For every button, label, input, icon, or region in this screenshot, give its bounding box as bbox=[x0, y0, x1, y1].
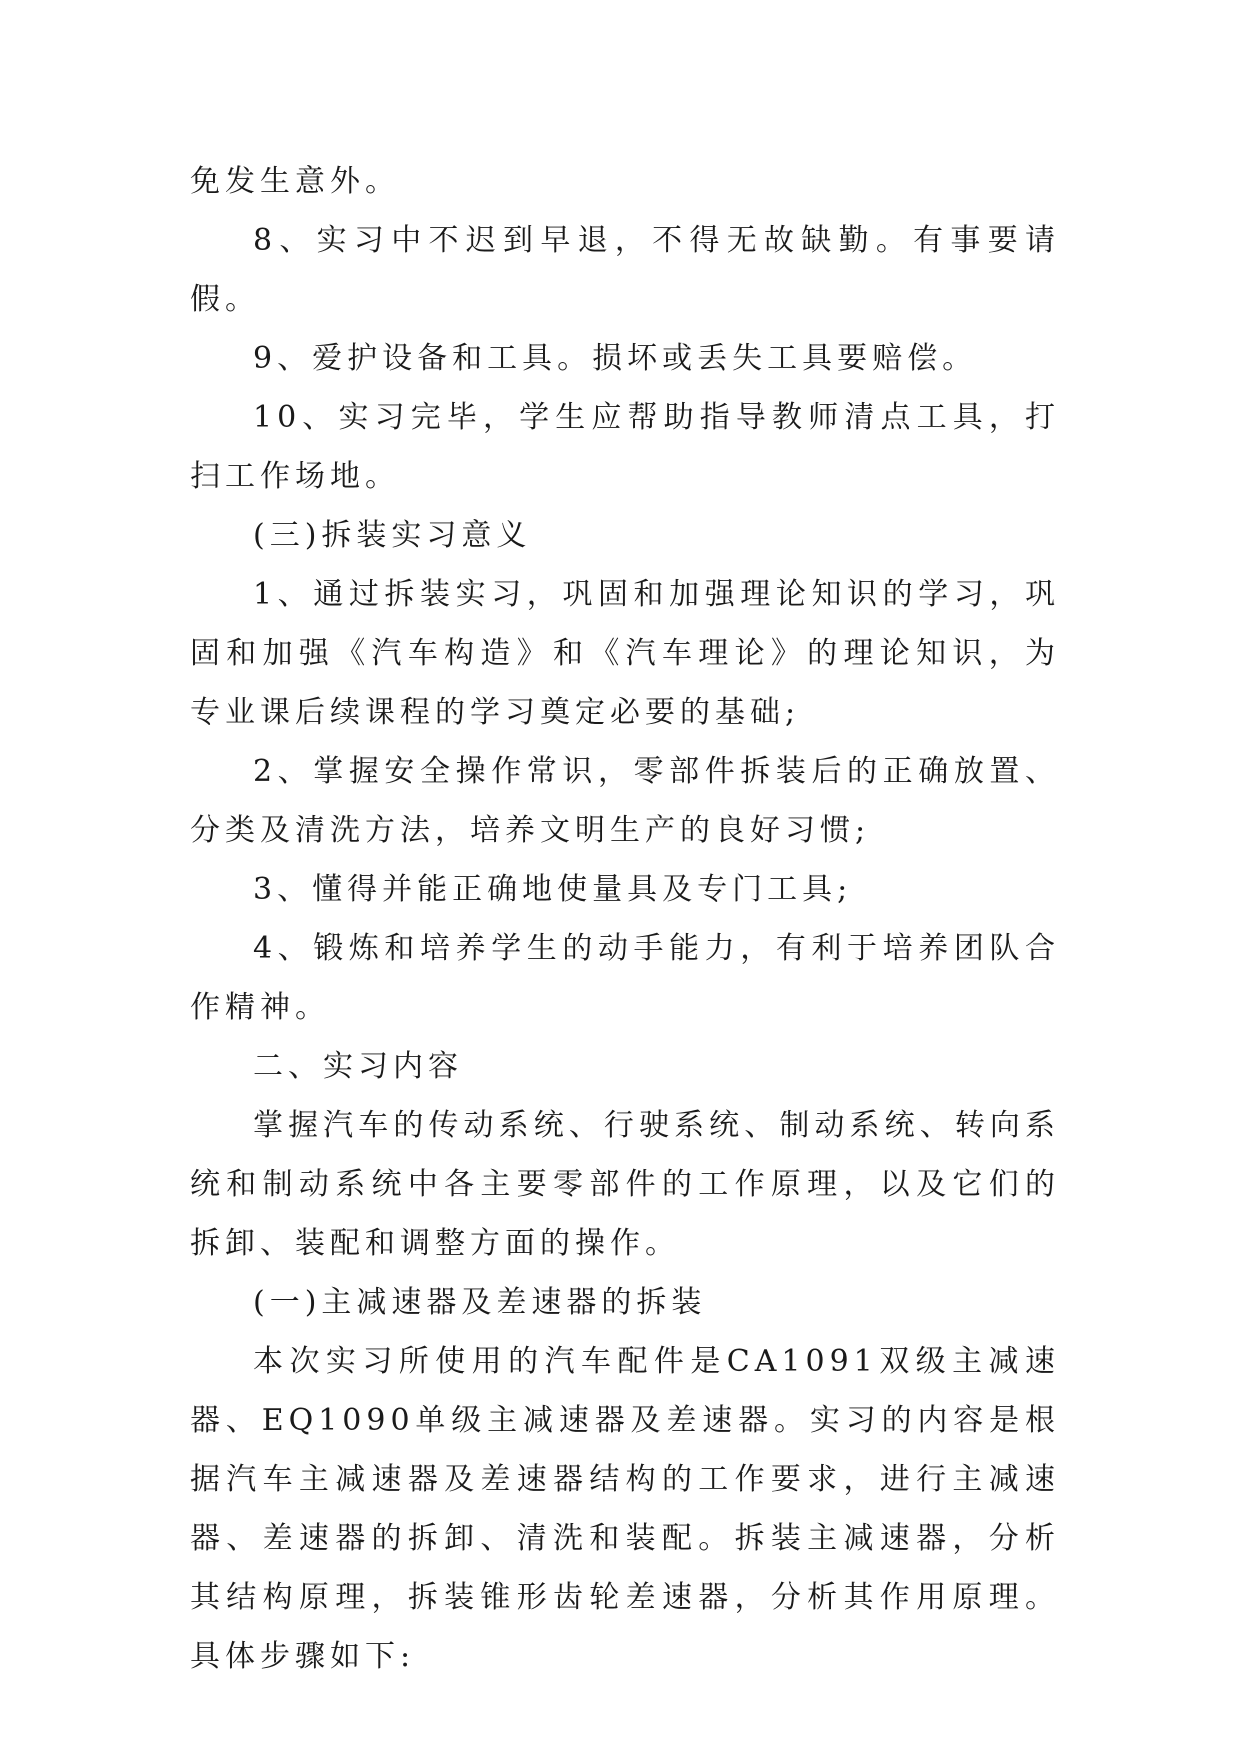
paragraph-significance-4: 4、锻炼和培养学生的动手能力，有利于培养团队合作精神。 bbox=[190, 931, 1060, 1025]
section-heading-content: 二、实习内容 bbox=[253, 1049, 463, 1084]
paragraph-rule-8: 8、实习中不迟到早退，不得无故缺勤。有事要请假。 bbox=[190, 223, 1060, 317]
paragraph-final-drive: 本次实习所使用的汽车配件是CA1091双级主减速器、EQ1090单级主减速器及差速器。实习的内容是根据汽车主减速器及差速器结构的工作要求，进行主减速器、差速器的拆卸、清洗和装配。拆装主减速器，分析其结构原理，拆装锥形齿轮差速器，分析其作用原理。具体步骤如下: bbox=[190, 1344, 1060, 1674]
document-body bbox=[190, 152, 1060, 1686]
paragraph-significance-2: 2、掌握安全操作常识，零部件拆装后的正确放置、分类及清洗方法，培养文明生产的良好习惯; bbox=[190, 754, 1060, 848]
paragraph-continuation: 免发生意外。 bbox=[190, 164, 400, 199]
paragraph-significance-3: 3、懂得并能正确地使量具及专门工具; bbox=[253, 872, 853, 907]
paragraph-rule-9: 9、爱护设备和工具。损坏或丢失工具要赔偿。 bbox=[253, 341, 978, 376]
paragraph-rule-10: 10、实习完毕，学生应帮助指导教师清点工具，打扫工作场地。 bbox=[190, 400, 1060, 494]
paragraph-significance-1: 1、通过拆装实习，巩固和加强理论知识的学习，巩固和加强《汽车构造》和《汽车理论》的理论知识，为专业课后续课程的学习奠定必要的基础; bbox=[190, 577, 1060, 730]
paragraph-content-intro: 掌握汽车的传动系统、行驶系统、制动系统、转向系统和制动系统中各主要零部件的工作原理，以及它们的拆卸、装配和调整方面的操作。 bbox=[190, 1108, 1060, 1261]
section-heading-significance: (三)拆装实习意义 bbox=[253, 518, 532, 553]
section-heading-final-drive: (一)主减速器及差速器的拆装 bbox=[253, 1285, 707, 1320]
